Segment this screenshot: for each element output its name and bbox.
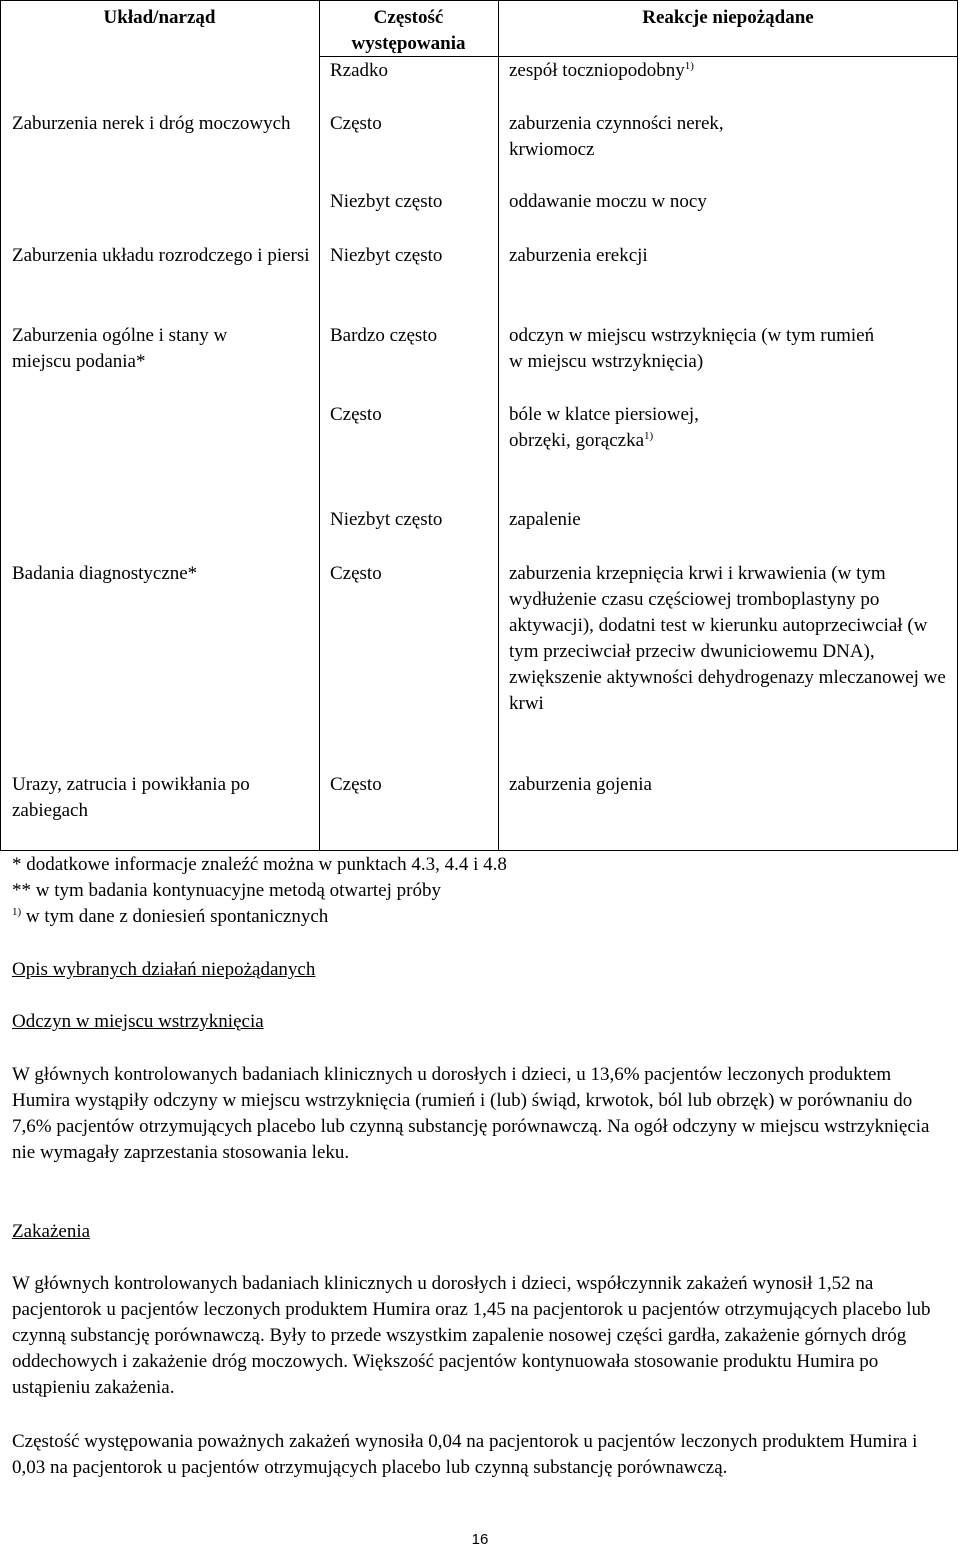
table-row-organ: Zaburzenia układu rozrodczego i piersi xyxy=(12,245,310,266)
paragraph-odczyn: W głównych kontrolowanych badaniach klinicznych u dorosłych i dzieci, u 13,6% pacjentów leczonych produktem Humira wystąpiły odczyny w miejscu wstrzyknięcia (rumień i (lub) świąd, krwotok, ból lub obrzęk) w porównaniu do 7,6% pacjentów otrzymujących placebo lub czynną substancję porównawczą. Na ogół odczyny w miejscu wstrzyknięcia nie wymagały zaprzestania stosowania leku. xyxy=(12,1064,930,1163)
paragraph-zakazenia-2: Częstość występowania poważnych zakażeń wynosiła 0,04 na pacjentorok u pacjentów leczonych produktem Humira i 0,03 na pacjentorok u pacjentów otrzymujących placebo lub czynną substancję porównawczą. xyxy=(12,1431,918,1478)
table-row-frequency: Często xyxy=(330,113,382,134)
footnote-marker: 1) xyxy=(684,60,694,72)
table-row-reaction: zaburzenia czynności nerek, krwiomocz xyxy=(509,113,724,160)
table-right-border xyxy=(957,0,958,850)
header-frequency: Częstość występowania xyxy=(351,7,466,54)
header-bottom-border-reactions xyxy=(498,56,958,57)
table-row-frequency: Niezbyt często xyxy=(330,509,443,530)
table-row-organ: Zaburzenia ogólne i stany w miejscu podania* xyxy=(12,325,228,372)
table-row-frequency: Często xyxy=(330,404,382,425)
table-row-organ: Badania diagnostyczne* xyxy=(12,563,198,584)
table-left-border xyxy=(0,0,1,850)
table-row-frequency: Niezbyt często xyxy=(330,191,443,212)
table-row-frequency: Bardzo często xyxy=(330,325,438,346)
footnote-1: * dodatkowe informacje znaleźć można w punktach 4.3, 4.4 i 4.8 xyxy=(12,854,507,875)
table-row-frequency: Rzadko xyxy=(330,60,389,81)
table-bottom-border xyxy=(0,850,958,851)
footnote-marker: 1) xyxy=(644,430,654,442)
table-row-reaction: zaburzenia krzepnięcia krwi i krwawienia (w tym wydłużenie czasu częściowej tromboplastyny po aktywacji), dodatni test w kierunku autoprzeciwciał (w tym przeciwciał przeciw dwuniciowemu DNA), zwiększenie aktywności dehydrogenazy mleczanowej we krwi xyxy=(509,563,946,714)
reaction-text: zespół toczniopodobny xyxy=(509,60,685,81)
footnote-marker: 1) xyxy=(12,906,22,918)
table-row-frequency: Często xyxy=(330,563,382,584)
paragraph-zakazenia-1: W głównych kontrolowanych badaniach klinicznych u dorosłych i dzieci, współczynnik zakażeń wynosił 1,52 na pacjentorok u pacjentów leczonych produktem Humira oraz 1,45 na pacjentorok u pacjentów otrzymujących placebo lub czynną substancję porównawczą. Były to przede wszystkim zapalenie nosowej części gardła, zakażenie górnych dróg oddechowych i zakażenie dróg moczowych. Większość pacjentów kontynuowała stosowanie produktu Humira po ustąpieniu zakażenia. xyxy=(12,1273,931,1398)
page-number: 16 xyxy=(471,1531,489,1548)
table-row-reaction xyxy=(509,58,949,84)
header-reactions: Reakcje niepożądane xyxy=(642,7,814,28)
column-divider-2 xyxy=(498,0,499,850)
table-row-organ: Urazy, zatrucia i powikłania po zabiegach xyxy=(12,774,250,821)
section-heading-zakazenia: Zakażenia xyxy=(12,1221,91,1242)
table-row-reaction: zapalenie xyxy=(509,509,581,530)
table-top-border xyxy=(0,0,958,1)
table-row-reaction: odczyn w miejscu wstrzyknięcia (w tym rumień w miejscu wstrzyknięcia) xyxy=(509,325,875,372)
table-row-reaction: zaburzenia gojenia xyxy=(509,774,652,795)
reaction-text: bóle w klatce piersiowej, obrzęki, gorączka xyxy=(509,404,699,451)
footnote-2: ** w tym badania kontynuacyjne metodą otwartej próby xyxy=(12,880,441,901)
header-organ: Układ/narząd xyxy=(103,7,216,28)
table-row-frequency: Często xyxy=(330,774,382,795)
section-heading-odczyn: Odczyn w miejscu wstrzyknięcia xyxy=(12,1011,264,1032)
footnote-3 xyxy=(12,904,912,930)
table-row-reaction xyxy=(509,402,744,454)
table-row-reaction: oddawanie moczu w nocy xyxy=(509,191,707,212)
section-heading-opis: Opis wybranych działań niepożądanych xyxy=(12,959,316,980)
column-divider-1 xyxy=(319,0,320,850)
footnote-3-text: w tym dane z doniesień spontanicznych xyxy=(21,906,329,927)
table-row-reaction: zaburzenia erekcji xyxy=(509,245,648,266)
table-row-frequency: Niezbyt często xyxy=(330,245,443,266)
table-row-organ: Zaburzenia nerek i dróg moczowych xyxy=(12,113,291,134)
